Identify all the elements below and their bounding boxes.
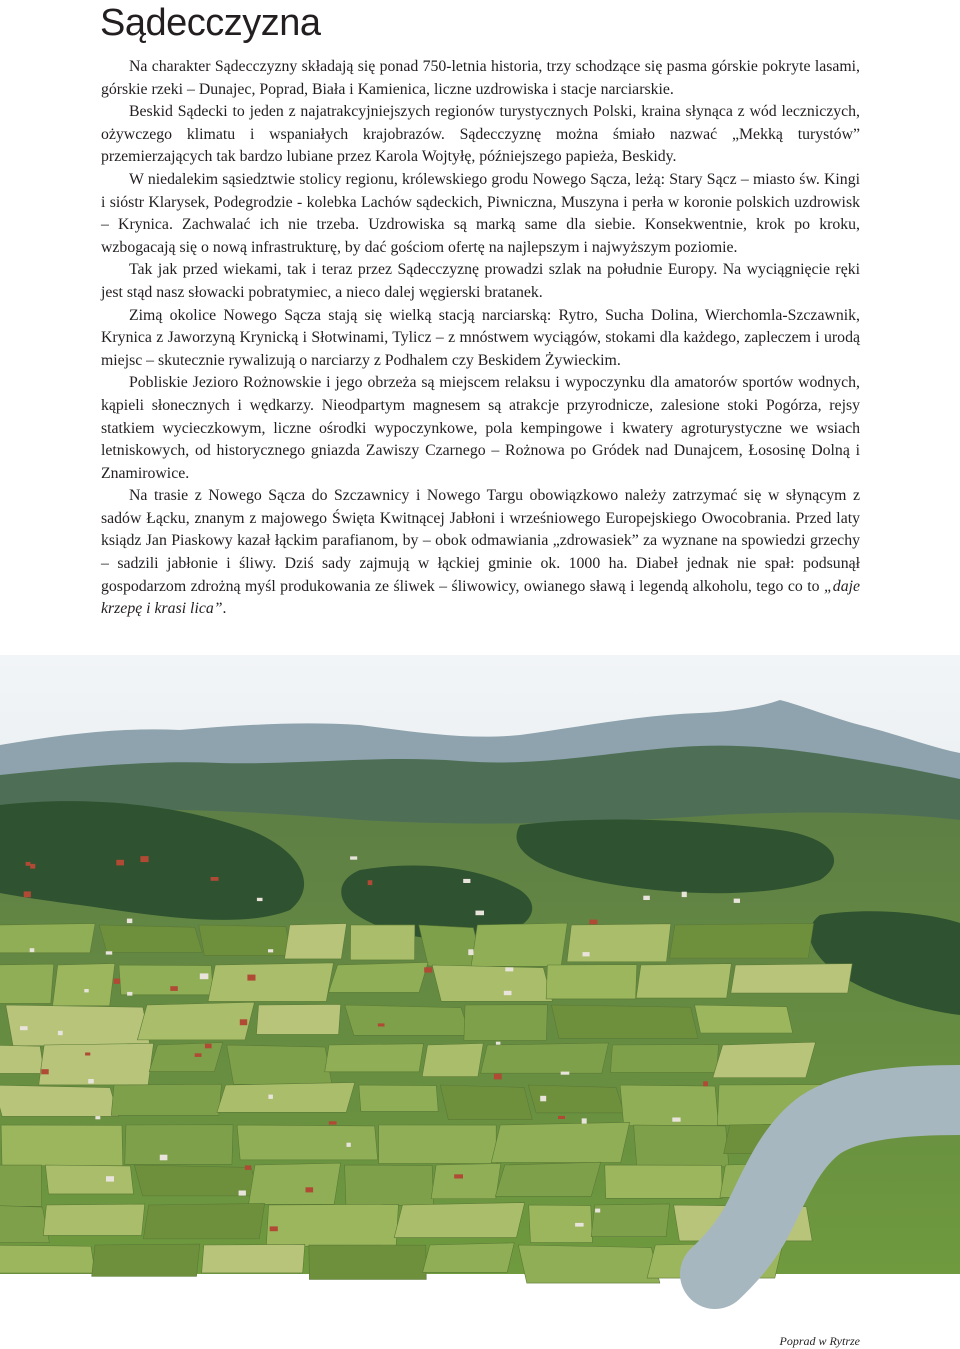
house [26,862,31,866]
field-plot [6,1005,150,1046]
field-plot [0,1205,49,1243]
house [589,920,597,925]
field-plot [491,1122,629,1162]
house [561,1072,570,1075]
house [494,1074,502,1080]
house [205,1044,212,1049]
field-plot [350,925,414,960]
field-plot [125,1125,233,1165]
field-plot [0,923,95,952]
field-plot [464,1005,548,1041]
field-plot [620,1085,718,1126]
paragraph: W niedalekim sąsiedztwie stolicy regionu, królewskiego grodu Nowego Sącza, leżą: Stary Sącz – miasto św. Kingi i sióstr Klarysek, Podegrodzie - kolebka Lachów sądeckich, Piwniczna, Muszyna i perła w koronie polskich uzdrowisk – Krynica. Zachwalać ich nie trzeba. Uzdrowiska są marką same dla siebie. Konsekwentnie, krok po kroku, wzbogacają się o nową infrastrukturę, by dać gościom ofertę na najlepszym i najwyższym poziomie. [101,170,860,256]
house [239,1191,246,1196]
house [468,949,473,955]
house [106,951,112,954]
house [329,1121,337,1124]
house [672,1118,680,1122]
house [582,1118,587,1123]
field-plot [329,962,429,992]
house [643,896,650,900]
photo-caption: Poprad w Rytrze [779,1334,860,1348]
paragraph: Pobliskie Jezioro Rożnowskie i jego obrzeża są miejscem relaksu i wypoczynku dla amatorów sportów wodnych, kąpieli słonecznych i wędkarzy. Nieodpartym magnesem są atrakcje przyrodnicze, zalesione stoki Pogórza, rejsy statkiem wycieczkowym, liczne ośrodki wypoczynkowe, pola kempingowe i kwatery agroturystyczne we wsiach letniskowych, od historycznego gniazda Zawiszy Czarnego – Rożnowa po Gródek nad Dunajcem, Łososinę Dolną i Znamirowice. [101,374,860,482]
field-plot [546,965,637,999]
house [211,877,219,881]
field-plot [605,1165,723,1198]
house [114,979,121,984]
field-plot [432,965,552,1001]
field-plot [611,1044,719,1072]
house [240,1019,247,1025]
field-plot [202,1244,305,1273]
house [268,949,273,952]
house [140,856,148,862]
field-plot [731,964,852,993]
field-plot [431,1164,501,1199]
house [257,898,263,901]
field-plot [518,1245,660,1283]
field-plot [1,1125,123,1166]
house [734,899,740,903]
field-plot [471,923,567,966]
quote: „daje krzepę i krasi lica” [101,577,860,618]
field-plot [0,1165,42,1206]
house [575,1223,584,1227]
paragraph: Na charakter Sądecczyzny składają się ponad 750-letnia historia, trzy schodzące się pasma górskie pokryte lasami, górskie rzeki – Dunajec, Poprad, Biała i Kamienica, liczne uzdrowiska i stacje narciarskie. [101,58,860,98]
house [247,975,255,981]
field-plot [137,1002,254,1040]
field-plot [0,1045,44,1073]
house [504,991,512,995]
field-plot [551,1005,698,1038]
house [595,1209,600,1213]
field-plot [43,1204,144,1235]
house [88,1079,94,1084]
paragraph [101,485,860,621]
house [95,1116,100,1119]
house [463,879,470,883]
field-plot [481,1043,609,1073]
field-plot [495,1162,600,1196]
paragraph: Beskid Sądecki to jeden z najatrakcyjniejszych regionów turystycznych Polski, kraina słynąca z wód leczniczych, ożywczego klimatu i wspaniałych krajobrazów. Sądecczyznę można śmiało nazwać „Mekką turystów” przemierzających tak bardzo lubiane przez Karola Wojtyłę, późniejszego papieża, Beskidy. [101,103,860,166]
house [245,1165,251,1170]
field-plot [309,1245,426,1279]
field-plot [0,964,54,1003]
house [195,1053,202,1057]
field-plot [0,1085,119,1116]
field-plot [423,1243,515,1273]
field-plot [208,963,334,1002]
house [127,992,132,996]
house [58,1031,63,1035]
house [350,856,357,859]
field-plot [149,1042,223,1071]
house [160,1155,168,1161]
house [268,1095,273,1099]
house [170,986,178,991]
house [496,1042,501,1045]
house [30,864,35,869]
field-plot [345,1005,470,1035]
house [424,967,432,972]
paragraph: Tak jak przed wiekami, tak i teraz przez Sądecczyznę prowadzi szlak na południe Europy. Na wyciągnięcie ręki jest stąd nasz słowacki pobratymiec, a nieco dalej węgierski bratanek. [101,261,860,301]
field-plot [53,963,115,1005]
field-plot [440,1085,532,1120]
house [85,1053,90,1056]
paragraph-end: . [222,600,227,618]
house [378,1023,385,1026]
house [84,989,88,992]
house [347,1143,351,1147]
field-plot [227,1045,332,1084]
house [454,1174,463,1178]
field-plot [39,1043,154,1085]
field-plot [119,965,213,995]
house [106,1176,114,1181]
aerial-landscape-image [0,655,960,1274]
house [270,1226,278,1231]
field-plot [345,1165,434,1205]
field-plot [99,925,202,952]
landscape-photo [0,655,960,1348]
house [116,860,124,866]
house [200,973,209,979]
house [540,1096,546,1102]
field-plot [92,1244,200,1276]
house [505,967,513,971]
field-plot [636,964,731,998]
house [476,911,485,916]
field-plot [591,1204,669,1237]
house [127,919,132,924]
field-plot [256,1004,340,1034]
field-plot [284,923,346,959]
paragraph-text: Na trasie z Nowego Sącza do Szczawnicy i Nowego Targu obowiązkowo należy zatrzymać się w słynącym z sadów Łącku, znanym z majowego Święta Kwitnącej Jabłoni i wrześniowego Europejskiego Owocobrania. Przed laty ksiądz Jan Piaskowy kazał łąckim parafianom, by – obok odmawiania „zdrowasiek” za wyznane na spowiedzi grzechy – sadzili jabłonie i śliwy. Dziś sady zajmują w łąckiej gminie ok. 1000 ha. Diabeł jednak nie spał: podsunął gospodarzom zdrożną myśl produkowania ze śliwek – śliwowicy, owianego sławą i legendą alkoholu, tego co to [101,487,860,595]
house [558,1116,565,1119]
article-body [101,56,860,621]
field-plot [237,1125,378,1160]
house [703,1081,708,1086]
field-plot [379,1125,497,1164]
field-plot [713,1042,816,1078]
field-plot [634,1125,729,1167]
house [20,1026,28,1030]
page-title: Sądecczyzna [100,2,321,44]
house [24,891,31,897]
house [368,880,373,885]
field-plot [422,1043,483,1076]
field-plot [670,923,814,958]
field-plot [266,1204,398,1246]
house [306,1187,314,1192]
house [583,952,590,956]
house [41,1069,49,1074]
paragraph: Zimą okolice Nowego Sącza stają się wielką stacją narciarską: Rytro, Sucha Dolina, Wierchomla-Szczawnik, Krynica z Jaworzyną Krynicką i Słotwinami, Tylicz – z mnóstwem wyciągów, stokami dla każdego, zapleczem i urodą miejsc – skutecznie rywalizują o narciarzy z Podhalem czy Beskidem Żywieckim. [101,306,860,369]
field-plot [359,1085,438,1111]
field-plot [695,1005,793,1033]
field-plot [0,1245,95,1273]
house [30,948,35,952]
field-plot [325,1044,424,1072]
field-plot [394,1203,525,1238]
field-plot [111,1084,221,1115]
field-plot [45,1165,133,1194]
field-plot [217,1082,355,1112]
field-plot [199,925,292,956]
house [682,892,687,897]
field-plot [249,1163,341,1204]
field-plot [143,1203,264,1238]
